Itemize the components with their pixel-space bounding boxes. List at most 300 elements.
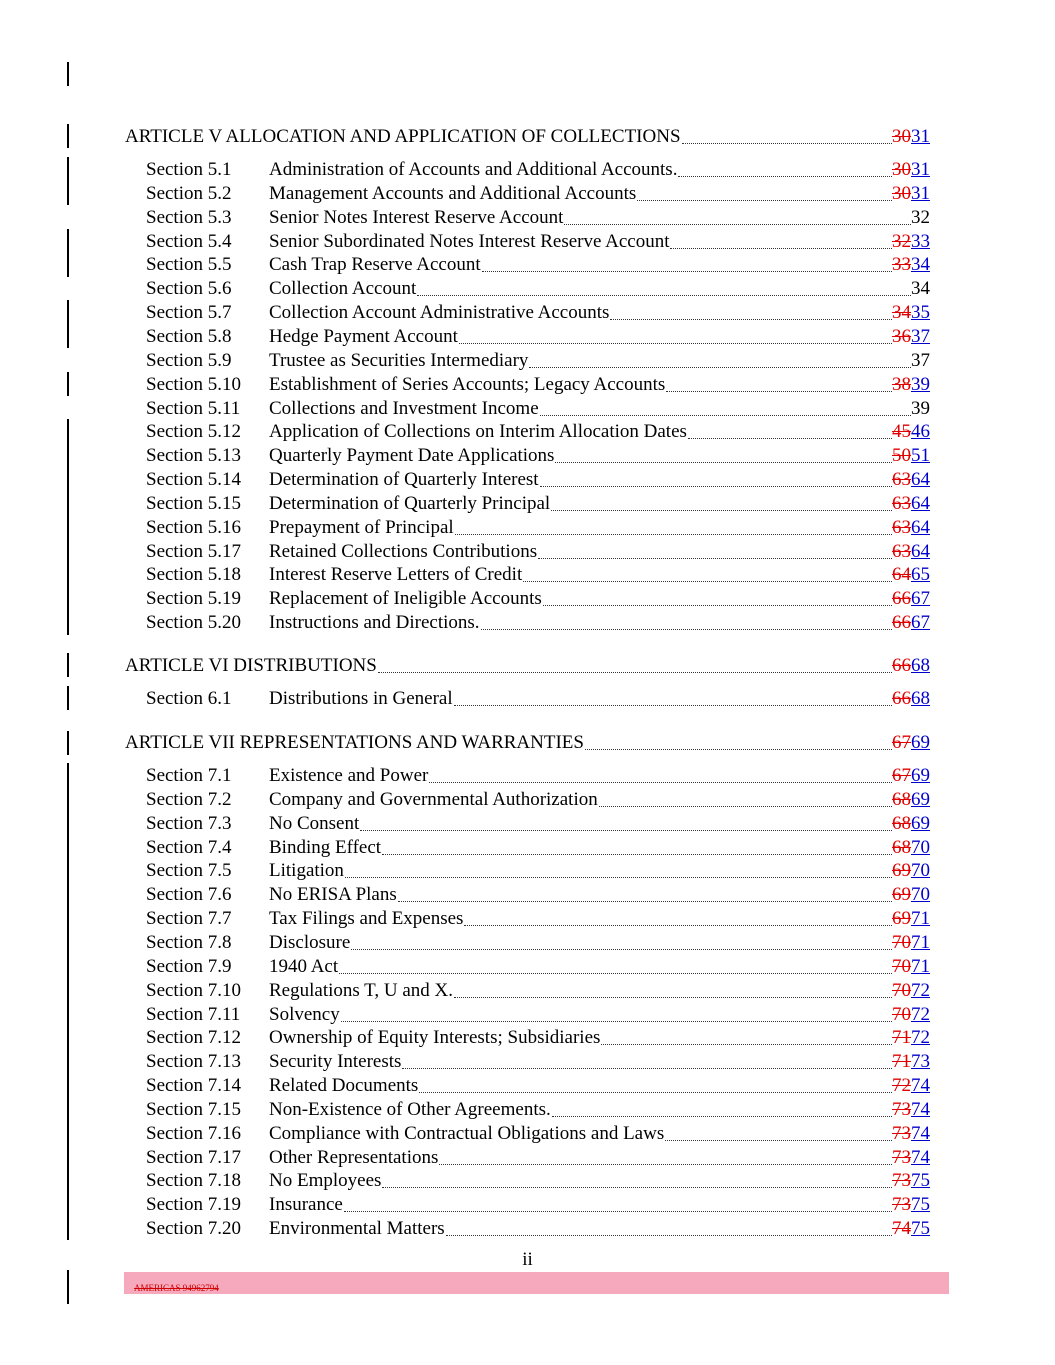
- deleted-page-number: 72: [892, 1075, 911, 1097]
- section-title: Determination of Quarterly Principal: [269, 492, 551, 514]
- dot-leader: [446, 1234, 892, 1236]
- section-number: Section 5.13: [146, 445, 241, 467]
- toc-section-entry[interactable]: [146, 206, 930, 230]
- change-bar: [67, 300, 69, 348]
- section-number: Section 7.17: [146, 1146, 241, 1168]
- deleted-page-number: 30: [892, 159, 911, 180]
- deleted-page-number: 32: [892, 230, 911, 252]
- inserted-page-number[interactable]: 70: [911, 860, 930, 882]
- toc-section-entry[interactable]: [146, 1026, 930, 1050]
- inserted-page-number[interactable]: 75: [911, 1218, 930, 1240]
- page-reference[interactable]: [892, 1193, 930, 1217]
- section-number: Section 5.9: [146, 349, 232, 371]
- deleted-page-number: 74: [892, 1218, 911, 1240]
- page-reference[interactable]: [892, 907, 930, 931]
- inserted-page-number[interactable]: 51: [911, 445, 930, 467]
- section-title: No ERISA Plans: [269, 884, 397, 906]
- dot-leader: [637, 199, 892, 201]
- change-bar: [67, 157, 69, 205]
- section-number: Section 7.15: [146, 1098, 241, 1120]
- dot-leader: [419, 1091, 892, 1093]
- inserted-page-number[interactable]: 64: [911, 469, 930, 491]
- section-number: Section 7.20: [146, 1218, 241, 1240]
- inserted-page-number[interactable]: 67: [911, 612, 930, 634]
- toc-section-entry[interactable]: [146, 397, 930, 421]
- deleted-page-number: 45: [892, 421, 911, 443]
- section-title: Environmental Matters: [269, 1218, 445, 1240]
- dot-leader: [345, 876, 892, 878]
- page-reference[interactable]: [892, 836, 930, 860]
- section-number: Section 7.8: [146, 931, 232, 953]
- page-reference[interactable]: [892, 1003, 930, 1027]
- toc-section-entry[interactable]: [146, 325, 930, 349]
- toc-section-entry[interactable]: [146, 1193, 930, 1217]
- section-number: Section 5.12: [146, 421, 241, 443]
- inserted-page-number[interactable]: 64: [911, 540, 930, 562]
- section-title: Tax Filings and Expenses: [269, 908, 464, 930]
- page-number-ref: 37: [911, 349, 930, 371]
- inserted-page-number[interactable]: 46: [911, 421, 930, 443]
- toc-section-entry[interactable]: [146, 1169, 930, 1193]
- toc-section-entry[interactable]: [146, 563, 930, 587]
- inserted-page-number[interactable]: 70: [911, 884, 930, 906]
- dot-leader: [552, 1115, 892, 1117]
- article-heading: ARTICLE VI DISTRIBUTIONS: [125, 655, 377, 676]
- toc-section-entry[interactable]: [146, 931, 930, 955]
- page-number-ref: 34: [911, 278, 930, 300]
- change-bar: [67, 653, 69, 677]
- toc-section-entry[interactable]: [146, 158, 930, 182]
- page-reference[interactable]: [911, 397, 930, 421]
- section-title: Regulations T, U and X.: [269, 979, 453, 1001]
- inserted-page-number[interactable]: 31: [911, 182, 930, 204]
- dot-leader: [378, 671, 892, 673]
- section-number: Section 7.11: [146, 1003, 241, 1025]
- section-number: Section 5.8: [146, 325, 232, 347]
- change-bar: [67, 372, 69, 396]
- section-title: Existence and Power: [269, 765, 429, 786]
- section-number: Section 6.1: [146, 688, 232, 709]
- deleted-page-number: 68: [892, 788, 911, 810]
- section-title: Senior Notes Interest Reserve Account: [269, 206, 564, 228]
- section-number: Section 7.19: [146, 1194, 241, 1216]
- toc-section-entry[interactable]: [146, 587, 930, 611]
- section-number: Section 5.10: [146, 373, 241, 395]
- deleted-page-number: 67: [892, 765, 911, 786]
- toc-section-entry[interactable]: [146, 540, 930, 564]
- deleted-page-number: 73: [892, 1170, 911, 1192]
- page-reference[interactable]: [892, 979, 930, 1003]
- inserted-page-number[interactable]: 69: [911, 765, 930, 786]
- dot-leader: [666, 390, 892, 392]
- page-reference[interactable]: [892, 1217, 930, 1241]
- section-title: Determination of Quarterly Interest: [269, 469, 539, 491]
- deleted-page-number: 38: [892, 373, 911, 395]
- deleted-page-number: 63: [892, 540, 911, 562]
- toc-section-entry[interactable]: [146, 468, 930, 492]
- inserted-page-number[interactable]: 31: [911, 126, 930, 147]
- section-number: Section 5.2: [146, 182, 232, 204]
- section-number: Section 5.4: [146, 230, 232, 252]
- deleted-page-number: 66: [892, 655, 911, 676]
- inserted-page-number[interactable]: 72: [911, 979, 930, 1001]
- deleted-page-number: 50: [892, 445, 911, 467]
- toc-section-entry[interactable]: [146, 1098, 930, 1122]
- inserted-page-number[interactable]: 73: [911, 1051, 930, 1073]
- change-bar: [67, 686, 69, 710]
- page-reference[interactable]: [892, 1146, 930, 1170]
- toc-section-entry[interactable]: [146, 1050, 930, 1074]
- dot-leader: [339, 972, 892, 974]
- deleted-page-number: 63: [892, 469, 911, 491]
- dot-leader: [678, 175, 892, 177]
- inserted-page-number[interactable]: 71: [911, 931, 930, 953]
- page-reference[interactable]: [892, 1098, 930, 1122]
- page-reference[interactable]: [892, 931, 930, 955]
- toc-section-entry[interactable]: [146, 611, 930, 635]
- page-reference[interactable]: [892, 182, 930, 206]
- section-title: Solvency: [269, 1003, 340, 1025]
- toc-section-entry[interactable]: [146, 907, 930, 931]
- inserted-page-number[interactable]: 67: [911, 588, 930, 610]
- inserted-page-number[interactable]: 68: [911, 688, 930, 709]
- change-bar: [67, 731, 69, 755]
- deleted-page-number: 70: [892, 931, 911, 953]
- section-number: Section 5.6: [146, 278, 232, 300]
- deleted-page-number: 33: [892, 254, 911, 276]
- section-number: Section 5.18: [146, 564, 241, 586]
- dot-leader: [601, 1043, 892, 1045]
- section-title: Binding Effect: [269, 836, 382, 858]
- section-title: Interest Reserve Letters of Credit: [269, 564, 523, 586]
- section-number: Section 5.16: [146, 516, 241, 538]
- page-reference[interactable]: [892, 731, 930, 755]
- toc-article-entry[interactable]: [125, 125, 930, 149]
- dot-leader: [665, 1139, 892, 1141]
- page-reference[interactable]: [892, 325, 930, 349]
- toc-section-entry[interactable]: [146, 230, 930, 254]
- page-reference[interactable]: [892, 1050, 930, 1074]
- section-number: Section 7.5: [146, 860, 232, 882]
- change-bar: [67, 763, 69, 1240]
- inserted-page-number[interactable]: 75: [911, 1194, 930, 1216]
- toc-section-entry[interactable]: [146, 277, 930, 301]
- section-title: Other Representations: [269, 1146, 439, 1168]
- dot-leader: [482, 270, 892, 272]
- section-number: Section 5.14: [146, 469, 241, 491]
- page-reference[interactable]: [892, 125, 930, 149]
- inserted-page-number[interactable]: 69: [911, 732, 930, 753]
- article-heading: ARTICLE V ALLOCATION AND APPLICATION OF COLLECTIONS: [125, 126, 681, 147]
- deleted-page-number: 73: [892, 1098, 911, 1120]
- section-number: Section 7.1: [146, 765, 232, 786]
- section-title: Collections and Investment Income: [269, 397, 539, 419]
- toc-section-entry[interactable]: [146, 420, 930, 444]
- dot-leader: [555, 461, 892, 463]
- toc-section-entry[interactable]: [146, 979, 930, 1003]
- section-title: Cash Trap Reserve Account: [269, 254, 481, 276]
- section-number: Section 7.12: [146, 1027, 241, 1049]
- page-reference[interactable]: [911, 277, 930, 301]
- section-title: 1940 Act: [269, 955, 339, 977]
- dot-leader: [551, 509, 892, 511]
- section-title: Quarterly Payment Date Applications: [269, 445, 555, 467]
- section-number: Section 7.2: [146, 788, 232, 810]
- page-reference[interactable]: [892, 654, 930, 678]
- dot-leader: [564, 223, 911, 225]
- dot-leader: [382, 1186, 892, 1188]
- deleted-page-number: 73: [892, 1194, 911, 1216]
- deleted-page-number: 73: [892, 1122, 911, 1144]
- toc-section-entry[interactable]: [146, 788, 930, 812]
- dot-leader: [454, 996, 892, 998]
- section-title: Related Documents: [269, 1075, 419, 1097]
- toc-section-entry[interactable]: [146, 182, 930, 206]
- section-number: Section 7.10: [146, 979, 241, 1001]
- deleted-page-number: 67: [892, 732, 911, 753]
- section-number: Section 5.1: [146, 159, 232, 180]
- inserted-page-number[interactable]: 72: [911, 1027, 930, 1049]
- section-title: Non-Existence of Other Agreements.: [269, 1098, 551, 1120]
- dot-leader: [529, 366, 911, 368]
- dot-leader: [688, 437, 892, 439]
- inserted-page-number[interactable]: 74: [911, 1098, 930, 1120]
- change-bar: [67, 1270, 69, 1304]
- inserted-page-number[interactable]: 65: [911, 564, 930, 586]
- page-reference[interactable]: [892, 492, 930, 516]
- page-reference[interactable]: [892, 468, 930, 492]
- section-title: Management Accounts and Additional Accounts: [269, 182, 637, 204]
- section-title: Administration of Accounts and Additional Accounts.: [269, 159, 678, 180]
- inserted-page-number[interactable]: 31: [911, 159, 930, 180]
- page-reference[interactable]: [892, 516, 930, 540]
- dot-leader: [464, 924, 892, 926]
- section-title: Insurance: [269, 1194, 343, 1216]
- deleted-page-number: 71: [892, 1051, 911, 1073]
- deleted-page-number: 34: [892, 302, 911, 324]
- section-title: Trustee as Securities Intermediary: [269, 349, 529, 371]
- dot-leader: [344, 1210, 892, 1212]
- dot-leader: [341, 1020, 892, 1022]
- footer-doc-id: AMERICAS 94962794: [134, 1283, 219, 1293]
- page-reference[interactable]: [892, 883, 930, 907]
- section-number: Section 7.18: [146, 1170, 241, 1192]
- dot-leader: [538, 557, 892, 559]
- page-number-ref: 39: [911, 397, 930, 419]
- section-title: Application of Collections on Interim Allocation Dates: [269, 421, 687, 443]
- section-number: Section 5.15: [146, 492, 241, 514]
- inserted-page-number[interactable]: 34: [911, 254, 930, 276]
- page-reference[interactable]: [892, 158, 930, 182]
- dot-leader: [429, 781, 892, 783]
- page-reference[interactable]: [892, 611, 930, 635]
- page-reference[interactable]: [892, 563, 930, 587]
- section-number: Section 7.3: [146, 812, 232, 834]
- section-title: Distributions in General: [269, 688, 453, 709]
- page-reference[interactable]: [892, 420, 930, 444]
- toc-section-entry[interactable]: [146, 492, 930, 516]
- section-title: No Employees: [269, 1170, 382, 1192]
- section-title: Retained Collections Contributions: [269, 540, 538, 562]
- section-number: Section 7.14: [146, 1075, 241, 1097]
- section-title: Company and Governmental Authorization: [269, 788, 598, 810]
- deleted-page-number: 36: [892, 325, 911, 347]
- dot-leader: [523, 580, 892, 582]
- inserted-page-number[interactable]: 69: [911, 788, 930, 810]
- toc-section-entry[interactable]: [146, 687, 930, 711]
- dot-leader: [455, 533, 892, 535]
- inserted-page-number[interactable]: 33: [911, 230, 930, 252]
- page-reference[interactable]: [892, 764, 930, 788]
- deleted-page-number: 68: [892, 836, 911, 858]
- section-number: Section 7.9: [146, 955, 232, 977]
- section-title: Senior Subordinated Notes Interest Reserve Account: [269, 230, 670, 252]
- page-reference[interactable]: [892, 540, 930, 564]
- toc-section-entry[interactable]: [146, 1146, 930, 1170]
- page-reference[interactable]: [892, 230, 930, 254]
- inserted-page-number[interactable]: 39: [911, 373, 930, 395]
- dot-leader: [481, 628, 892, 630]
- page-reference[interactable]: [892, 687, 930, 711]
- toc-section-entry[interactable]: [146, 836, 930, 860]
- section-title: No Consent: [269, 812, 360, 834]
- dot-leader: [382, 853, 892, 855]
- section-number: Section 5.19: [146, 588, 241, 610]
- section-title: Instructions and Directions.: [269, 612, 480, 634]
- section-title: Litigation: [269, 860, 344, 882]
- inserted-page-number[interactable]: 71: [911, 908, 930, 930]
- toc-article-entry[interactable]: [125, 654, 930, 678]
- inserted-page-number[interactable]: 74: [911, 1146, 930, 1168]
- toc-section-entry[interactable]: [146, 1122, 930, 1146]
- toc-article-entry[interactable]: [125, 731, 930, 755]
- toc-section-entry[interactable]: [146, 373, 930, 397]
- section-number: Section 5.7: [146, 302, 232, 324]
- deleted-page-number: 63: [892, 492, 911, 514]
- page-reference[interactable]: [892, 253, 930, 277]
- toc-section-entry[interactable]: [146, 812, 930, 836]
- inserted-page-number[interactable]: 69: [911, 812, 930, 834]
- dot-leader: [540, 414, 911, 416]
- page-reference[interactable]: [892, 859, 930, 883]
- toc-section-entry[interactable]: [146, 516, 930, 540]
- deleted-page-number: 30: [892, 182, 911, 204]
- deleted-page-number: 71: [892, 1027, 911, 1049]
- inserted-page-number[interactable]: 37: [911, 325, 930, 347]
- footer-bar: [124, 1272, 949, 1294]
- dot-leader: [540, 485, 892, 487]
- toc-section-entry[interactable]: [146, 1074, 930, 1098]
- page-reference[interactable]: [911, 206, 930, 230]
- page-reference[interactable]: [911, 349, 930, 373]
- deleted-page-number: 66: [892, 612, 911, 634]
- inserted-page-number[interactable]: 75: [911, 1170, 930, 1192]
- toc-section-entry[interactable]: [146, 955, 930, 979]
- toc-section-entry[interactable]: [146, 883, 930, 907]
- inserted-page-number[interactable]: 74: [911, 1122, 930, 1144]
- deleted-page-number: 30: [892, 126, 911, 147]
- deleted-page-number: 66: [892, 588, 911, 610]
- section-title: Hedge Payment Account: [269, 325, 458, 347]
- inserted-page-number[interactable]: 64: [911, 492, 930, 514]
- toc-section-entry[interactable]: [146, 253, 930, 277]
- page-reference[interactable]: [892, 301, 930, 325]
- section-number: Section 5.17: [146, 540, 241, 562]
- toc-section-entry[interactable]: [146, 301, 930, 325]
- inserted-page-number[interactable]: 70: [911, 836, 930, 858]
- page-reference[interactable]: [892, 587, 930, 611]
- dot-leader: [454, 704, 892, 706]
- section-number: Section 7.4: [146, 836, 232, 858]
- inserted-page-number[interactable]: 72: [911, 1003, 930, 1025]
- inserted-page-number[interactable]: 68: [911, 655, 930, 676]
- section-number: Section 7.7: [146, 908, 232, 930]
- deleted-page-number: 70: [892, 955, 911, 977]
- section-number: Section 7.16: [146, 1122, 241, 1144]
- toc-section-entry[interactable]: [146, 1003, 930, 1027]
- toc-section-entry[interactable]: [146, 859, 930, 883]
- page-number-ref: 32: [911, 206, 930, 228]
- dot-leader: [459, 342, 892, 344]
- article-heading: ARTICLE VII REPRESENTATIONS AND WARRANTIES: [125, 732, 584, 753]
- section-title: Ownership of Equity Interests; Subsidiaries: [269, 1027, 601, 1049]
- dot-leader: [351, 948, 892, 950]
- deleted-page-number: 68: [892, 812, 911, 834]
- page-reference[interactable]: [892, 373, 930, 397]
- change-bar: [67, 124, 69, 148]
- deleted-page-number: 70: [892, 979, 911, 1001]
- page-reference[interactable]: [892, 1169, 930, 1193]
- section-title: Replacement of Ineligible Accounts: [269, 588, 542, 610]
- deleted-page-number: 64: [892, 564, 911, 586]
- page-reference[interactable]: [892, 1074, 930, 1098]
- section-number: Section 7.13: [146, 1051, 241, 1073]
- section-number: Section 5.3: [146, 206, 232, 228]
- section-title: Establishment of Series Accounts; Legacy Accounts: [269, 373, 666, 395]
- section-title: Collection Account: [269, 278, 417, 300]
- page-reference[interactable]: [892, 1122, 930, 1146]
- page-reference[interactable]: [892, 1026, 930, 1050]
- toc-section-entry[interactable]: [146, 444, 930, 468]
- deleted-page-number: 63: [892, 516, 911, 538]
- toc-section-entry[interactable]: [146, 764, 930, 788]
- dot-leader: [398, 900, 892, 902]
- inserted-page-number[interactable]: 71: [911, 955, 930, 977]
- section-number: Section 5.11: [146, 397, 241, 419]
- toc-section-entry[interactable]: [146, 1217, 930, 1241]
- inserted-page-number[interactable]: 64: [911, 516, 930, 538]
- inserted-page-number[interactable]: 35: [911, 302, 930, 324]
- page-reference[interactable]: [892, 955, 930, 979]
- section-number: Section 5.20: [146, 612, 241, 634]
- dot-leader: [670, 247, 892, 249]
- toc-section-entry[interactable]: [146, 349, 930, 373]
- page-reference[interactable]: [892, 812, 930, 836]
- page-reference[interactable]: [892, 444, 930, 468]
- deleted-page-number: 69: [892, 908, 911, 930]
- page-reference[interactable]: [892, 788, 930, 812]
- inserted-page-number[interactable]: 74: [911, 1075, 930, 1097]
- deleted-page-number: 66: [892, 688, 911, 709]
- section-title: Prepayment of Principal: [269, 516, 454, 538]
- change-bar: [67, 229, 69, 277]
- change-bar: [67, 419, 69, 635]
- section-title: Compliance with Contractual Obligations and Laws: [269, 1122, 665, 1144]
- section-number: Section 5.5: [146, 254, 232, 276]
- deleted-page-number: 70: [892, 1003, 911, 1025]
- section-title: Collection Account Administrative Accounts: [269, 302, 610, 324]
- deleted-page-number: 69: [892, 884, 911, 906]
